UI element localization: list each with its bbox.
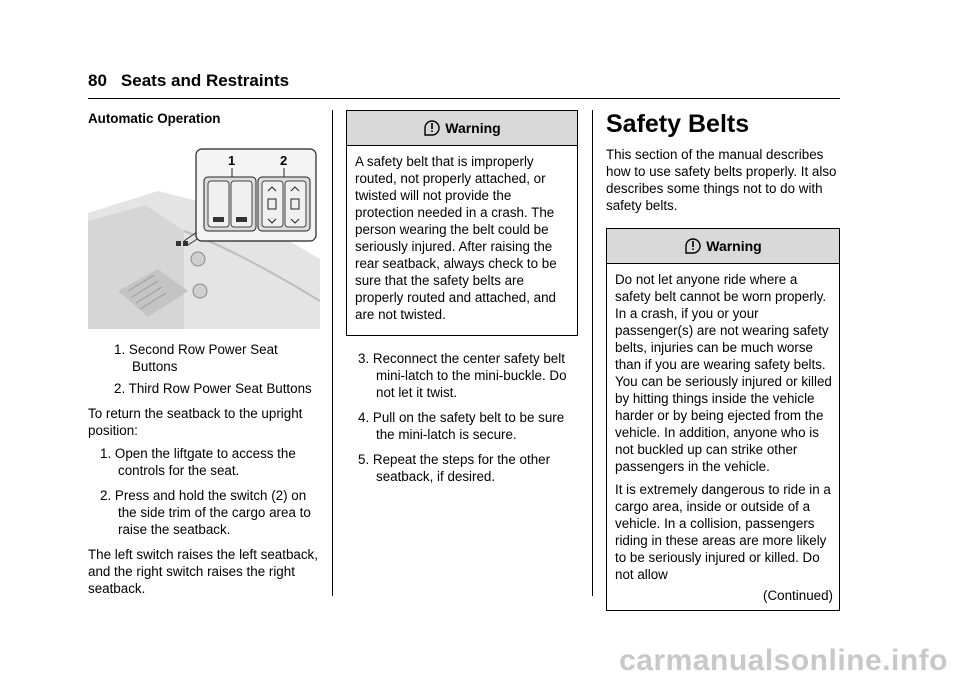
page-header [88,70,840,92]
column-3 [606,110,840,625]
return-seatback-intro: To return the seatback to the upright position: [88,406,303,438]
warning-body [607,264,839,610]
callout-1-label: 1 [228,153,236,168]
seat-controls-illustration [88,141,320,329]
safety-belts-intro: This section of the manual describes how to use safety belts properly. It also describes some things not to do with safety belts. [606,147,837,213]
steps-list-1 [88,445,320,538]
continued-label: (Continued) [763,588,833,603]
warning-paragraph-1: Do not let anyone ride where a safety belt cannot be worn properly. In a crash, if you or your passenger(s) are not wearing safety belts, injuries can be much worse than if you are wearing safety belts. You can be seriously injured or killed by hitting things inside the vehicle harder or by being ejected from the vehicle. In addition, anyone who is not buckled up can strike other passengers in the vehicle. [615,272,832,474]
callout-2-label: 2 [280,153,288,168]
step-item: 4. Pull on the safety belt to be sure the mini-latch is secure. [358,410,565,442]
step-item: 1. Open the liftgate to access the controls for the seat. [100,446,296,478]
steps-list-2 [346,350,578,485]
warning-title: Warning [706,237,762,254]
step-item: 2. Press and hold the switch (2) on the side trim of the cargo area to raise the seatback. [100,488,311,537]
watermark: carmanualsonline.info [619,644,948,677]
warning-icon [684,237,702,255]
page-number: 80 [88,71,107,90]
warning-text: A safety belt that is improperly routed, not properly attached, or twisted will not provide the protection needed in a crash. The person wearing the belt could be seriously injured. After raising the rear seatback, always check to be sure that the safety belts are properly routed and attached, and are not twisted. [355,154,557,322]
column-2 [346,110,578,493]
automatic-operation-heading: Automatic Operation [88,111,221,126]
warning-title: Warning [445,119,501,136]
warning-box-2 [606,228,840,611]
legend-item: 2. Third Row Power Seat Buttons [114,381,312,396]
warning-box-1 [346,110,578,336]
warning-paragraph-2: It is extremely dangerous to ride in a cargo area, inside or outside of a vehicle. In a collision, passengers riding in these areas are more likely to be seriously injured or killed. Do not allow [615,482,831,582]
legend-item: 1. Second Row Power Seat Buttons [114,342,278,374]
header-rule [88,98,840,99]
warning-body [347,146,577,335]
step-item: 5. Repeat the steps for the other seatback, if desired. [358,452,551,484]
seat-controls-figure [88,141,320,329]
step-item: 3. Reconnect the center safety belt mini-latch to the mini-buckle. Do not let it twist. [358,351,567,400]
warning-icon [423,119,441,137]
section-title: Seats and Restraints [120,71,290,90]
column-divider-1 [332,110,333,596]
column-1 [88,110,320,597]
switch-explanation: The left switch raises the left seatback, and the right switch raises the right seatback. [88,547,318,596]
warning-header [607,229,839,264]
figure-legend [88,341,320,397]
safety-belts-title: Safety Belts [606,110,750,138]
column-divider-2 [592,110,593,596]
warning-header [347,111,577,146]
